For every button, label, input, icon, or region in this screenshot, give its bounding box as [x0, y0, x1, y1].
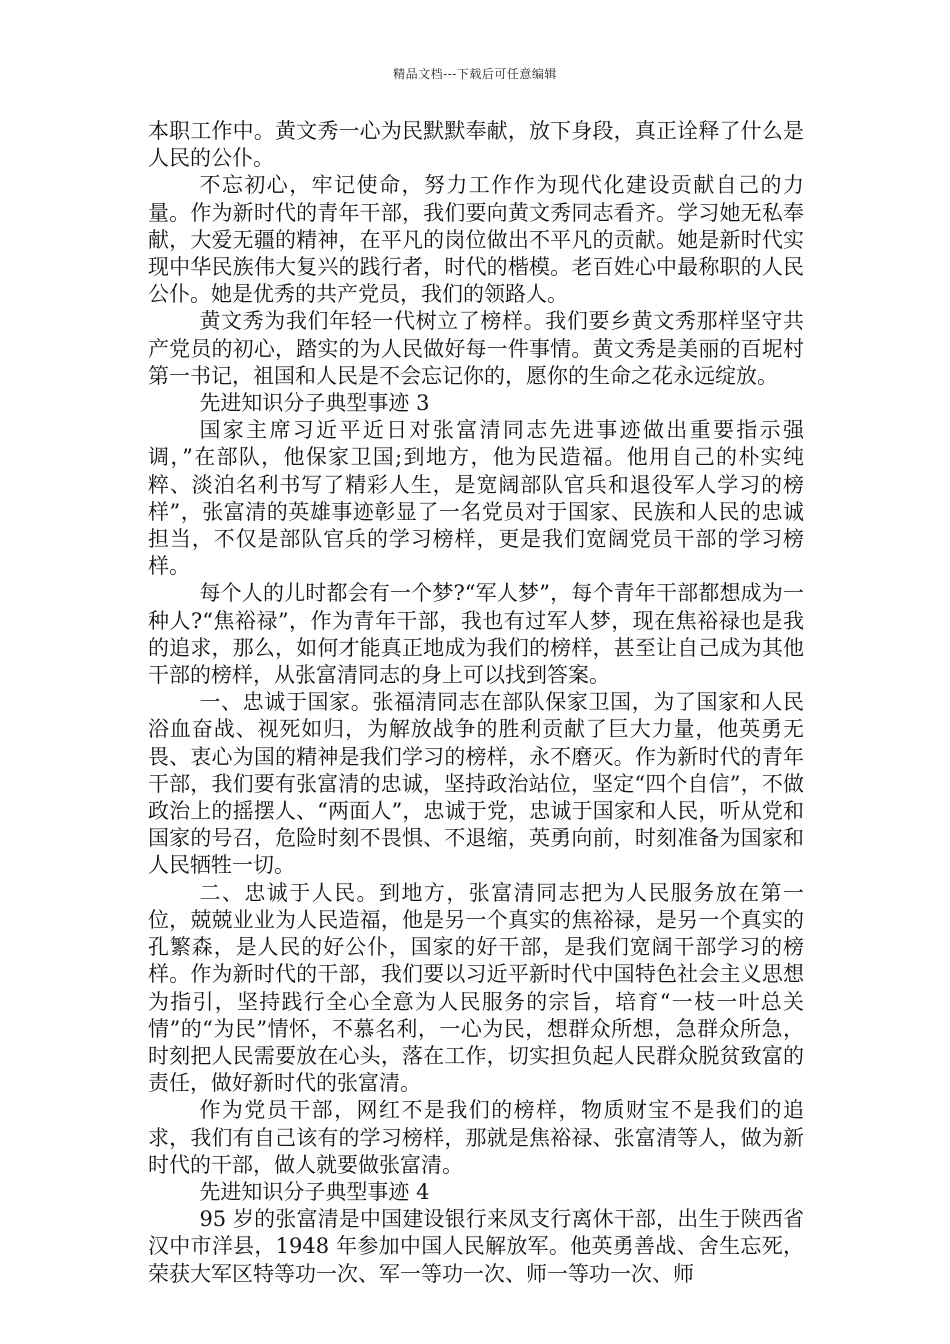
paragraph: 每个人的儿时都会有一个梦?“军人梦”，每个青年干部都想成为一种人?“焦裕禄”，作为青年干部，我也有过军人梦，现在焦裕禄也是我的追求，那么，如何才能真正地成为我们的榜样，甚至让自己成为其他干部的榜样，从张富清同志的身上可以找到答案。 [148, 581, 804, 688]
paragraph: 不忘初心，牢记使命，努力工作作为现代化建设贡献自己的力量。作为新时代的青年干部，我们要向黄文秀同志看齐。学习她无私奉献，大爱无疆的精神，在平凡的岗位做出不平凡的贡献。她是新时代实现中华民族伟大复兴的践行者，时代的楷模。老百姓心中最称职的人民公仆。她是优秀的共产党员，我们的领路人。 [148, 173, 804, 307]
page-header-watermark: 精品文档---下载后可任意编辑 [393, 67, 557, 81]
document-body [148, 118, 804, 1288]
paragraph: 二、忠诚于人民。到地方，张富清同志把为人民服务放在第一位，兢兢业业为人民造福，他是另一个真实的焦裕禄，是另一个真实的孔繁森，是人民的好公仆，国家的好干部，是我们宽阔干部学习的榜样。作为新时代的干部，我们要以习近平新时代中国特色社会主义思想为指引，坚持践行全心全意为人民服务的宗旨，培育“一枝一叶总关情”的“为民”情怀，不慕名利，一心为民，想群众所想，急群众所急，时刻把人民需要放在心头，落在工作，切实担负起人民群众脱贫致富的责任，做好新时代的张富清。 [148, 880, 804, 1096]
paragraph: 黄文秀为我们年轻一代树立了榜样。我们要乡黄文秀那样坚守共产党员的初心，踏实的为人民做好每一件事情。黄文秀是美丽的百坭村第一书记，祖国和人民是不会忘记你的，愿你的生命之花永远绽放。 [148, 309, 804, 388]
paragraph-continued: 本职工作中。黄文秀一心为民默默奉献，放下身段，真正诠释了什么是人民的公仆。 [148, 119, 804, 171]
section-heading: 先进知识分子典型事迹 4 [199, 1179, 430, 1204]
section-heading: 先进知识分子典型事迹 3 [199, 391, 430, 416]
paragraph: 国家主席习近平近日对张富清同志先进事迹做出重要指示强调，”在部队，他保家卫国;到地方，他为民造福。他用自己的朴实纯粹、淡泊名利书写了精彩人生，是宽阔部队官兵和退役军人学习的榜样”，张富清的英雄事迹彰显了一名党员对于国家、民族和人民的忠诚担当，不仅是部队官兵的学习榜样，更是我们宽阔党员干部的学习榜样。 [148, 418, 804, 579]
paragraph: 95 岁的张富清是中国建设银行来凤支行离休干部，出生于陕西省汉中市洋县，1948 年参加中国人民解放军。他英勇善战、舍生忘死，荣获大军区特等功一次、军一等功一次、师一等功一次、师 [148, 1207, 804, 1286]
paragraph: 一、忠诚于国家。张福清同志在部队保家卫国，为了国家和人民浴血奋战、视死如归，为解放战争的胜利贡献了巨大力量，他英勇无畏、衷心为国的精神是我们学习的榜样，永不磨灭。作为新时代的青年干部，我们要有张富清的忠诚，坚持政治站位，坚定“四个自信”，不做政治上的摇摆人、“两面人”，忠诚于党，忠诚于国家和人民，听从党和国家的号召，危险时刻不畏惧、不退缩，英勇向前，时刻准备为国家和人民牺牲一切。 [148, 690, 804, 878]
paragraph: 作为党员干部，网红不是我们的榜样，物质财宝不是我们的追求，我们有自己该有的学习榜样，那就是焦裕禄、张富清等人，做为新时代的干部，做人就要做张富清。 [148, 1098, 804, 1177]
